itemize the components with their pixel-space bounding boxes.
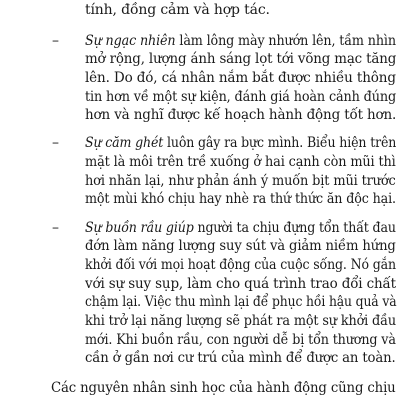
intro-tail-line: tính, đồng cảm và hợp tác. xyxy=(85,2,270,18)
disgust-line-2: hơi nhăn lại, như phản ánh ý muốn bịt mũi trước xyxy=(85,172,396,189)
sadness-first-line xyxy=(85,218,396,238)
disgust-line-0: luôn gây ra bực mình. Biểu hiện trên xyxy=(163,135,397,152)
surprise-line-3: tin hơn về một sự kiện, đánh giá hoàn cảnh đúng xyxy=(85,88,397,105)
term-surprise: Sự ngạc nhiên xyxy=(85,32,176,49)
disgust-first-line xyxy=(85,133,396,153)
surprise-first-line xyxy=(85,31,396,51)
disgust-line-1: mặt là môi trên trề xuống ở hai cạnh còn mũi thì xyxy=(85,154,396,170)
bullet-dash: – xyxy=(52,32,59,49)
surprise-line-4: hơn và nghĩ được kế hoạch hành động tốt hơn. xyxy=(85,107,397,124)
sadness-line-2: khởi đối với mọi hoạt động của cuộc sống. Nó gắn xyxy=(85,256,396,273)
sadness-line-1: đớn làm năng lượng suy sút và giảm niềm hứng xyxy=(85,238,396,255)
bullet-dash: – xyxy=(52,135,59,152)
disgust-line-3: một mùi khó chịu hay nhè ra thứ thức ăn độc hại. xyxy=(85,191,396,208)
surprise-line-0: làm lông mày nhướn lên, tầm nhìn xyxy=(175,32,396,49)
sadness-line-5: khi trở lại năng lượng sẽ phát ra một sự khởi đầu xyxy=(85,312,396,329)
sadness-line-4: chậm lại. Việc thu mình lại để phục hồi hậu quả và xyxy=(85,294,397,311)
sadness-line-7: cần ở gần nơi cư trú của mình để được an toàn. xyxy=(85,350,396,367)
term-disgust: Sự căm ghét xyxy=(85,135,164,152)
next-paragraph-line: Các nguyên nhân sinh học của hành động cũng chịu xyxy=(51,380,396,396)
sadness-line-6: mới. Khi buồn rầu, con người dễ bị tổn thương và xyxy=(85,331,396,348)
sadness-line-3: với sự suy sụp, làm cho quá trình trao đổi chất xyxy=(85,275,396,292)
bullet-dash: – xyxy=(52,219,59,236)
surprise-line-1: mở rộng, lượng ánh sáng lọt tới võng mạc tăng xyxy=(85,51,397,68)
surprise-line-2: lên. Do đó, cá nhân nắm bắt được nhiều thông xyxy=(85,70,396,86)
sadness-line-0: người ta chịu đựng tổn thất đau xyxy=(193,219,396,236)
term-sadness: Sự buồn rầu giúp xyxy=(85,219,194,236)
